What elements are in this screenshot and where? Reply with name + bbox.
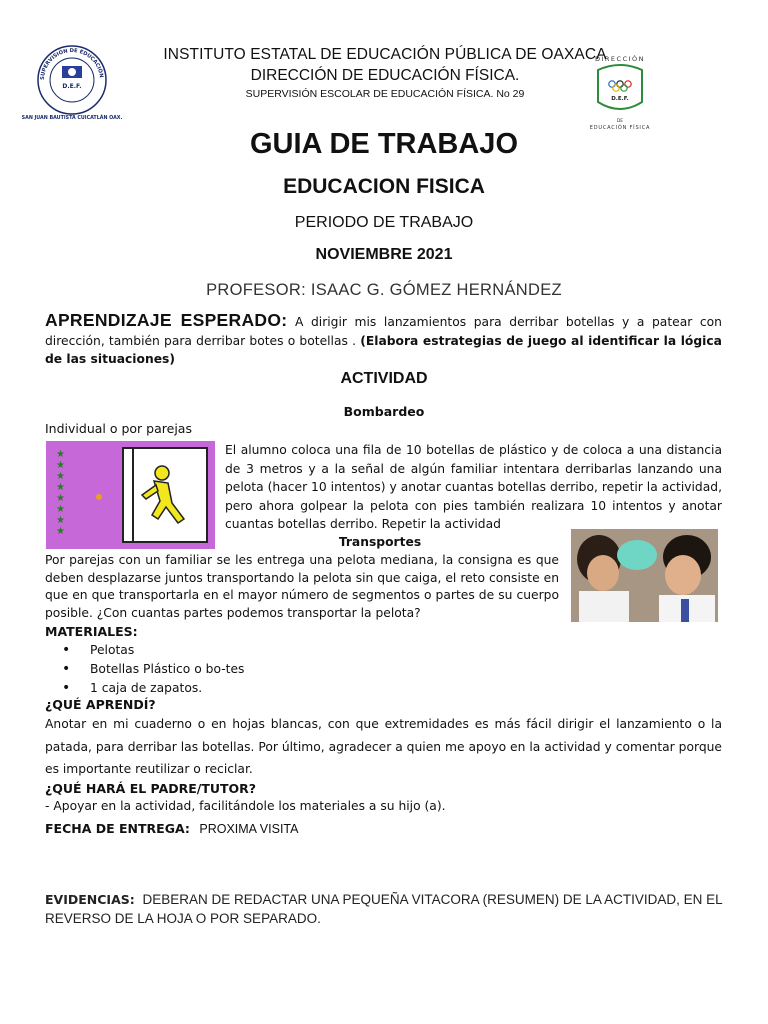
list-item: • Pelotas — [62, 641, 244, 660]
teacher-name: PROFESOR: ISAAC G. GÓMEZ HERNÁNDEZ — [206, 281, 562, 299]
transportes-title: Transportes — [338, 535, 422, 549]
right-logo-inner-text: D.E.F. — [611, 96, 629, 102]
supervision-name: SUPERVISIÓN ESCOLAR DE EDUCACIÓN FÍSICA. No 29 — [245, 88, 525, 100]
work-period-label: PERIODO DE TRABAJO — [294, 214, 474, 231]
supervision-logo — [22, 40, 122, 122]
bombardeo-title: Bombardeo — [343, 404, 425, 419]
list-item: • 1 caja de zapatos. — [62, 679, 244, 698]
right-logo-bottom-text2: EDUCACIÓN FÍSICA — [589, 125, 651, 131]
work-month: NOVIEMBRE 2021 — [315, 246, 453, 263]
evidence-label: EVIDENCIAS: — [45, 892, 135, 907]
evidence-section — [45, 890, 725, 928]
bombardeo-description: El alumno coloca una fila de 10 botellas de plástico y de coloca a una distancia de 3 metros y a la señal de algún familiar intentara derribarlas lanzando una pelota (hacer 10 intentos) y anotar cuantas botellas derribo, repetir la actividad, pero ahora golpear la pelota con pies también realizara 10 intentos y anotar cuantas botellas derribo. Repetir la actividad — [225, 443, 722, 531]
right-logo-top-text: DIRECCIÓN — [594, 55, 646, 63]
right-logo-bottom-text1: DE — [616, 119, 624, 124]
materials-list — [62, 641, 244, 698]
ball-icon — [96, 494, 102, 500]
throwing-pictogram — [46, 441, 215, 549]
activity-heading: ACTIVIDAD — [340, 370, 428, 387]
list-item: • Botellas Plástico o bo-tes — [62, 660, 244, 679]
stars-decoration: ★ ★ ★ ★ ★ ★ ★ ★ — [56, 449, 65, 537]
expected-learning-text: A dirigir mis lanzamientos para derribar botellas y a patear con dirección, también para derribar botes o botellas . — [45, 315, 722, 348]
thrower-figure-icon — [124, 449, 206, 541]
institution-name: INSTITUTO ESTATAL DE EDUCACIÓN PÚBLICA DE OAXACA — [163, 46, 607, 63]
parent-role-text: - Apoyar en la actividad, facilitándole los materiales a su hijo (a). — [45, 799, 446, 813]
delivery-date — [45, 821, 298, 836]
delivery-date-label: FECHA DE ENTREGA: — [45, 821, 190, 836]
delivery-date-value: PROXIMA VISITA — [199, 822, 299, 836]
expected-learning-bold: (Elabora estrategias de juego al identificar la lógica de las situaciones) — [45, 333, 722, 366]
expected-learning-label: APRENDIZAJE ESPERADO: — [45, 310, 288, 330]
expected-learning — [45, 311, 722, 369]
what-i-learned-label: ¿QUÉ APRENDÍ? — [45, 697, 156, 712]
left-logo-bottom-text: SAN JUAN BAUTISTA CUICATLÁN OAX. — [22, 116, 122, 121]
transportes-description: Por parejas con un familiar se les entrega una pelota mediana, la consigna es que deben desplazarse juntos transportando la pelota sin que caiga, el reto consiste en que en que transportarla en el mayor número de segmentos o partes de su cuerpo posible. ¿Con cuantas partes podemos transportar la pelota? — [45, 553, 559, 620]
evidence-text: DEBERAN DE REDACTAR UNA PEQUEÑA VITACORA (RESUMEN) DE LA ACTIVIDAD, EN EL REVERSO DE LA HOJA O POR SEPARADO. — [45, 892, 723, 926]
pictogram-panel — [122, 447, 208, 543]
page-title: GUIA DE TRABAJO — [250, 128, 518, 160]
direction-name: DIRECCIÓN DE EDUCACIÓN FÍSICA. — [250, 67, 520, 84]
bombardeo-modality: Individual o por parejas — [45, 421, 192, 436]
left-logo-ring-text: SUPERVISIÓN DE EDUCACIÓN — [39, 47, 104, 81]
what-i-learned-text: Anotar en mi cuaderno o en hojas blancas, con que extremidades es más fácil dirigir el lanzamiento o la patada, para derribar las botellas. Por último, agradecer a quien me apoyo en la actividad y comentar porque es importante reutilizar o reciclar. — [45, 717, 722, 776]
parent-role-label: ¿QUÉ HARÁ EL PADRE/TUTOR? — [45, 781, 257, 796]
children-balloon-photo — [571, 529, 718, 622]
materials-label: MATERIALES: — [45, 624, 138, 639]
left-logo-inner-text: D.E.F. — [62, 83, 82, 90]
page-subtitle: EDUCACION FISICA — [283, 175, 485, 198]
